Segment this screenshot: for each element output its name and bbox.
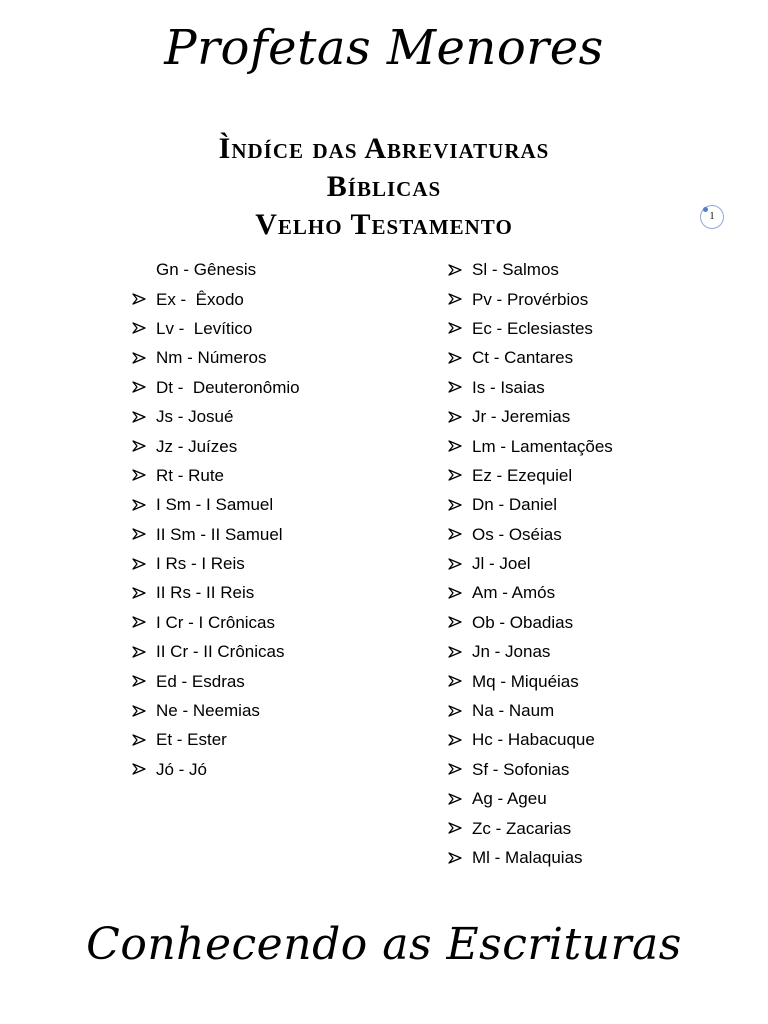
index-heading-line-3: Velho Testamento (255, 208, 513, 241)
old-testament-list-left (132, 255, 300, 784)
abbreviation-text: Am - Amós (472, 583, 556, 603)
arrowhead-bullet-icon (448, 705, 472, 717)
abbreviation-text: Os - Oséias (472, 524, 562, 544)
abbreviation-item (448, 255, 613, 284)
arrowhead-bullet-icon (448, 646, 472, 658)
abbreviation-item (132, 549, 300, 578)
abbreviation-item (132, 255, 300, 284)
arrowhead-bullet-icon (132, 763, 156, 775)
abbreviation-item (448, 373, 613, 402)
abbreviation-text: Js - Josué (156, 407, 234, 427)
arrowhead-bullet-icon (132, 499, 156, 511)
arrowhead-bullet-icon (448, 734, 472, 746)
arrowhead-bullet-icon (448, 763, 472, 775)
abbreviation-item (132, 637, 300, 666)
arrowhead-bullet-icon (448, 822, 472, 834)
abbreviation-item (132, 314, 300, 343)
abbreviation-item (448, 578, 613, 607)
abbreviation-text: Lm - Lamentações (472, 436, 613, 456)
abbreviation-text: Hc - Habacuque (472, 730, 595, 750)
abbreviation-item (132, 520, 300, 549)
abbreviation-text: Jó - Jó (156, 759, 208, 779)
abbreviation-text: Ob - Obadias (472, 612, 574, 632)
abbreviation-item (448, 755, 613, 784)
abbreviation-item (448, 784, 613, 813)
arrowhead-bullet-icon (132, 705, 156, 717)
arrowhead-bullet-icon (448, 793, 472, 805)
arrowhead-bullet-icon (132, 616, 156, 628)
abbreviation-text: Ag - Ageu (472, 789, 547, 809)
abbreviation-text: Na - Naum (472, 701, 555, 721)
abbreviation-text: Ed - Esdras (156, 671, 245, 691)
abbreviation-text: Et - Ester (156, 730, 227, 750)
abbreviation-text: Ct - Cantares (472, 348, 574, 368)
abbreviation-item (132, 666, 300, 695)
arrowhead-bullet-icon (448, 558, 472, 570)
abbreviation-text: Ne - Neemias (156, 701, 260, 721)
abbreviation-item (132, 343, 300, 372)
abbreviation-item (448, 490, 613, 519)
abbreviation-item (132, 373, 300, 402)
abbreviation-item (448, 314, 613, 343)
footer-title: Conhecendo as Escrituras (86, 919, 682, 970)
abbreviation-text: Lv - Levítico (156, 318, 253, 338)
arrowhead-bullet-icon (132, 734, 156, 746)
abbreviation-item (132, 608, 300, 637)
abbreviation-item (448, 843, 613, 872)
page-marker-dot-icon (703, 207, 708, 212)
abbreviation-item (448, 696, 613, 725)
abbreviation-text: Jr - Jeremias (472, 407, 571, 427)
abbreviation-item (448, 402, 613, 431)
arrowhead-bullet-icon (132, 411, 156, 423)
abbreviation-text: Dt - Deuteronômio (156, 377, 300, 397)
abbreviation-text: Jn - Jonas (472, 642, 551, 662)
arrowhead-bullet-icon (132, 469, 156, 481)
abbreviation-item (448, 431, 613, 460)
arrowhead-bullet-icon (132, 322, 156, 334)
abbreviation-item (448, 637, 613, 666)
abbreviation-item (448, 520, 613, 549)
abbreviation-item (132, 284, 300, 313)
abbreviation-text: II Rs - II Reis (156, 583, 255, 603)
abbreviation-text: Dn - Daniel (472, 495, 558, 515)
old-testament-list-right (448, 255, 613, 872)
abbreviation-item (132, 461, 300, 490)
arrowhead-bullet-icon (132, 587, 156, 599)
abbreviation-item (448, 725, 613, 754)
abbreviation-text: Is - Isaias (472, 377, 545, 397)
abbreviation-text: Mq - Miquéias (472, 671, 579, 691)
arrowhead-bullet-icon (448, 440, 472, 452)
abbreviation-item (448, 813, 613, 842)
abbreviation-text: Ex - Êxodo (156, 289, 244, 309)
abbreviation-text: I Sm - I Samuel (156, 495, 274, 515)
abbreviation-item (132, 402, 300, 431)
page-title: Profetas Menores (164, 20, 604, 76)
abbreviation-item (132, 696, 300, 725)
arrowhead-bullet-icon (448, 852, 472, 864)
arrowhead-bullet-icon (448, 499, 472, 511)
arrowhead-bullet-icon (448, 352, 472, 364)
arrowhead-bullet-icon (448, 616, 472, 628)
arrowhead-bullet-icon (448, 293, 472, 305)
abbreviation-text: Pv - Provérbios (472, 289, 589, 309)
abbreviation-text: Jz - Juízes (156, 436, 238, 456)
arrowhead-bullet-icon (448, 528, 472, 540)
abbreviation-item (132, 578, 300, 607)
abbreviation-text: Rt - Rute (156, 465, 225, 485)
abbreviation-item (132, 431, 300, 460)
abbreviation-item (448, 666, 613, 695)
page-number-marker: 1 (700, 205, 724, 229)
abbreviation-text: Zc - Zacarias (472, 818, 572, 838)
arrowhead-bullet-icon (448, 264, 472, 276)
abbreviation-item (448, 549, 613, 578)
abbreviation-item (132, 725, 300, 754)
arrowhead-bullet-icon (132, 352, 156, 364)
index-heading-line-1: Ìndíce das Abreviaturas (218, 132, 550, 165)
abbreviation-text: Gn - Gênesis (156, 260, 257, 280)
arrowhead-bullet-icon (448, 587, 472, 599)
abbreviation-text: Jl - Joel (472, 554, 531, 574)
arrowhead-bullet-icon (448, 469, 472, 481)
abbreviation-text: Nm - Números (156, 348, 267, 368)
arrowhead-bullet-icon (132, 381, 156, 393)
arrowhead-bullet-icon (132, 646, 156, 658)
arrowhead-bullet-icon (132, 675, 156, 687)
arrowhead-bullet-icon (132, 293, 156, 305)
abbreviation-text: Ez - Ezequiel (472, 465, 573, 485)
abbreviation-text: Ec - Eclesiastes (472, 318, 593, 338)
abbreviation-item (132, 490, 300, 519)
abbreviation-item (132, 755, 300, 784)
abbreviation-text: Sl - Salmos (472, 260, 559, 280)
abbreviation-text: II Sm - II Samuel (156, 524, 283, 544)
abbreviation-item (448, 608, 613, 637)
abbreviation-text: Sf - Sofonias (472, 759, 570, 779)
arrowhead-bullet-icon (448, 675, 472, 687)
index-heading-line-2: Bíblicas (326, 170, 442, 203)
arrowhead-bullet-icon (132, 558, 156, 570)
arrowhead-bullet-icon (132, 440, 156, 452)
abbreviation-item (448, 461, 613, 490)
abbreviation-text: Ml - Malaquias (472, 848, 583, 867)
arrowhead-bullet-icon (448, 322, 472, 334)
abbreviation-item (448, 284, 613, 313)
abbreviation-text: I Cr - I Crônicas (156, 612, 276, 632)
abbreviation-text: I Rs - I Reis (156, 554, 245, 574)
abbreviation-item (448, 343, 613, 372)
arrowhead-bullet-icon (132, 528, 156, 540)
arrowhead-bullet-icon (448, 411, 472, 423)
arrowhead-bullet-icon (448, 381, 472, 393)
abbreviation-text: II Cr - II Crônicas (156, 642, 285, 662)
